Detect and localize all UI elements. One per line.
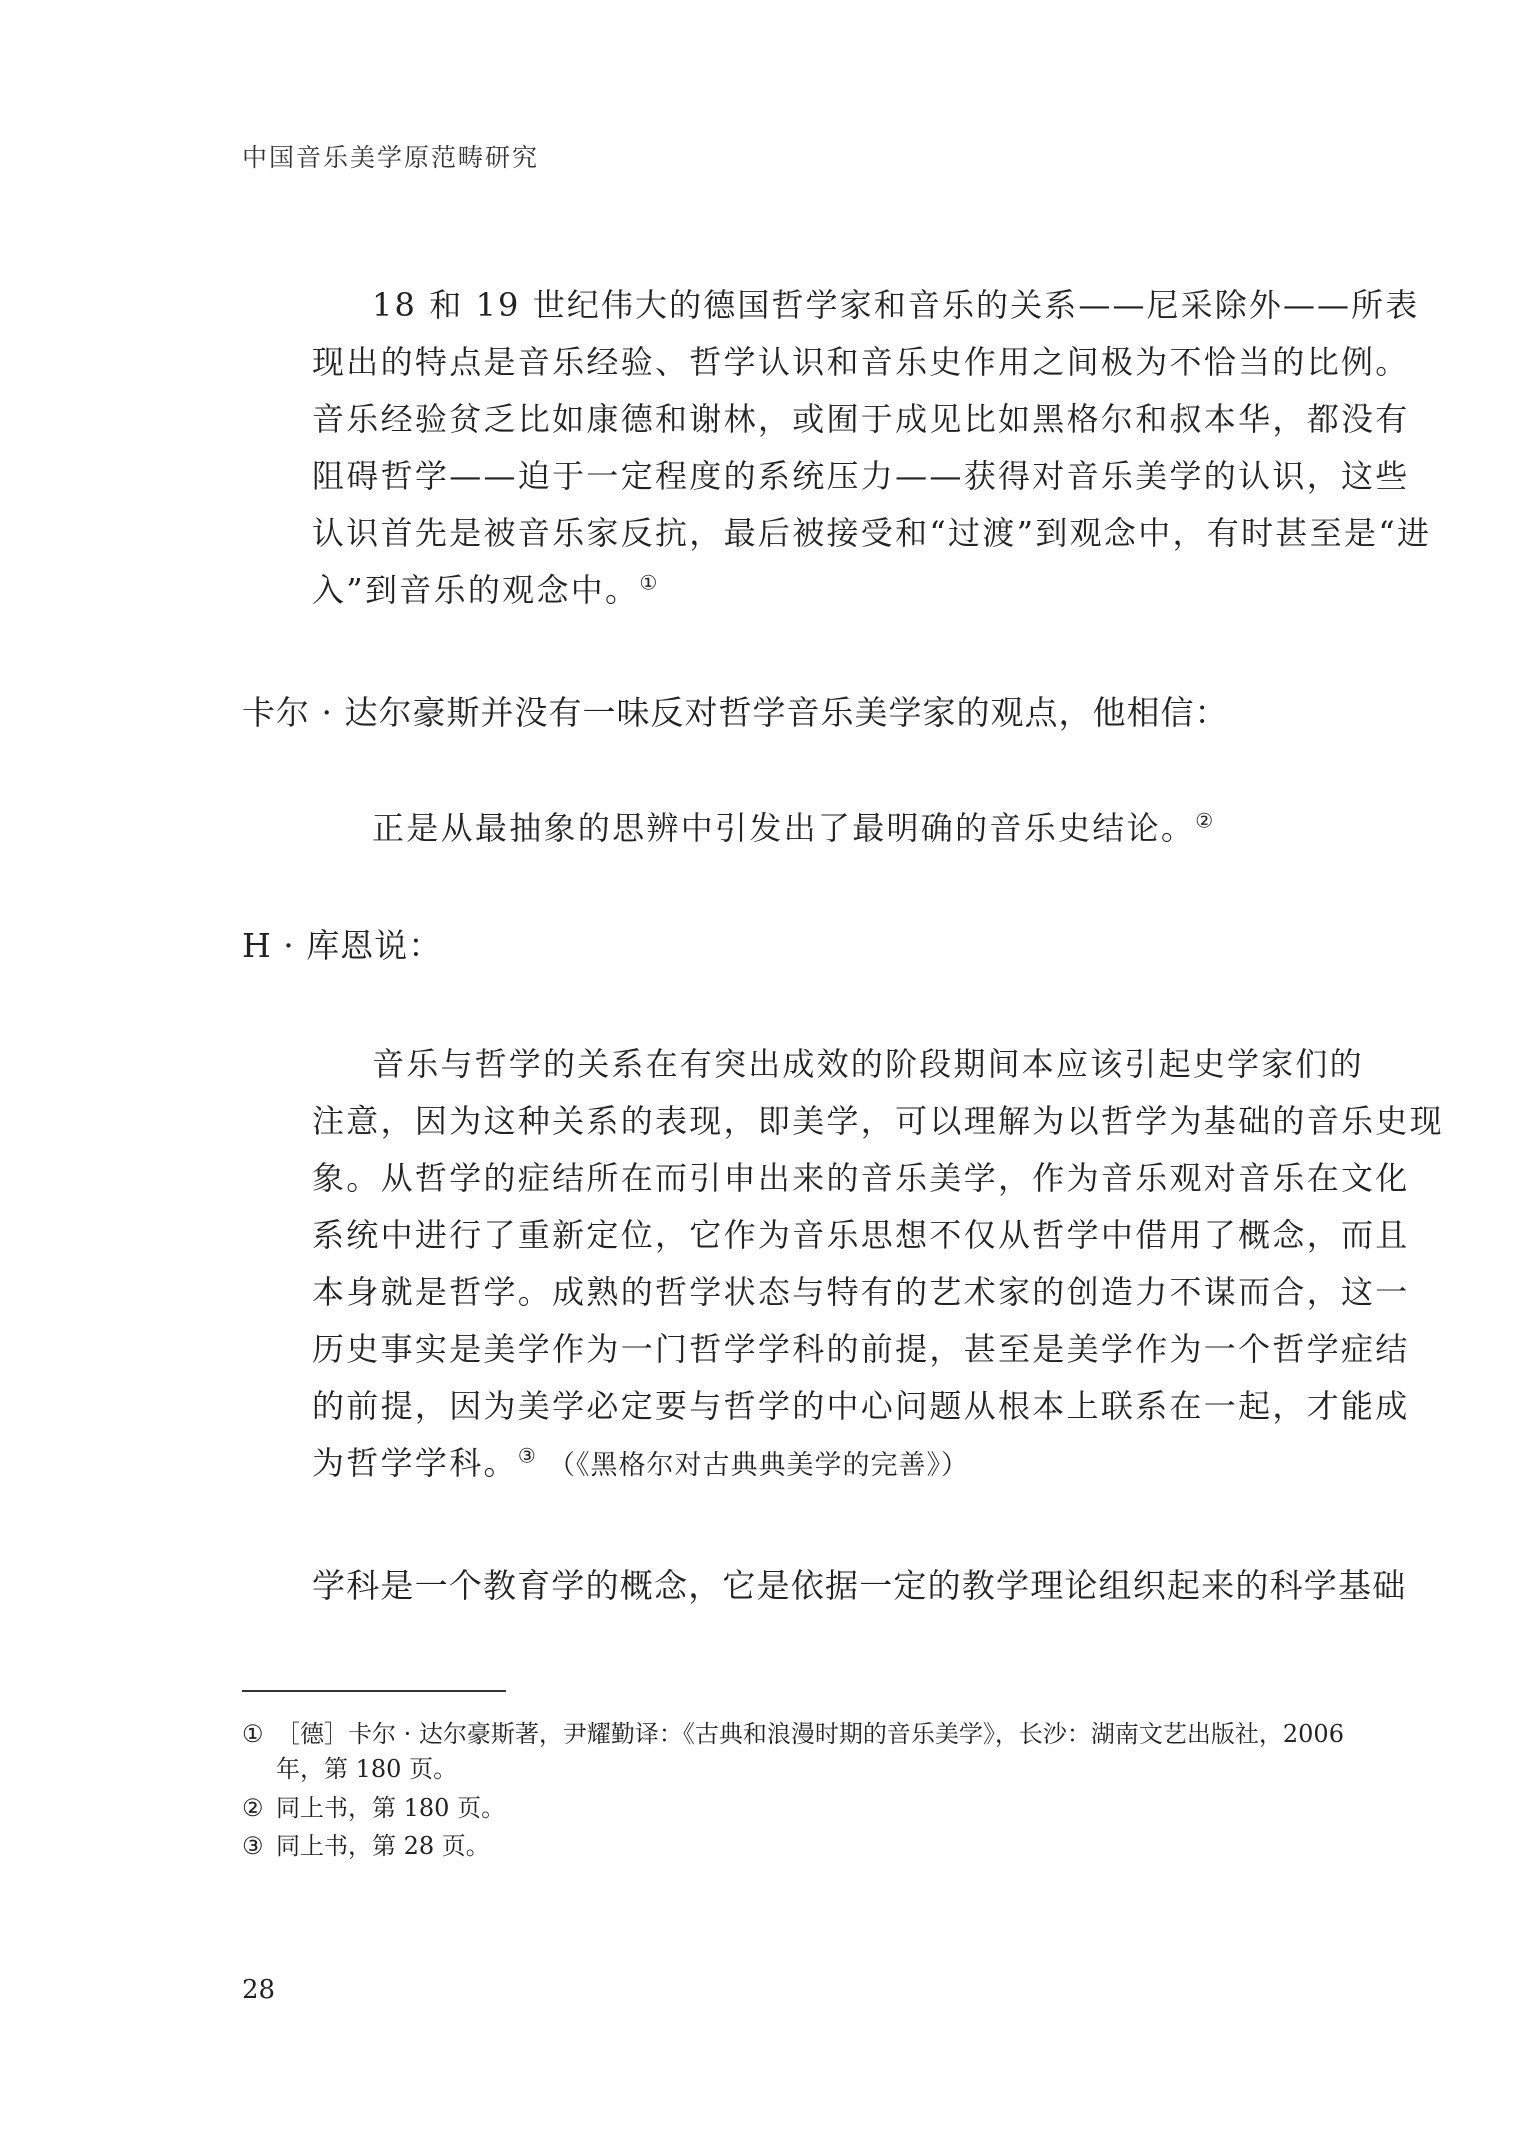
quote1-line-1: 18 和 19 世纪伟大的德国哲学家和音乐的关系——尼采除外——所表 [372,286,1420,324]
quote3-line-3: 象。从哲学的症结所在而引申出来的音乐美学，作为音乐观对音乐在文化 [312,1159,1410,1197]
quote1-line-6-text: 入”到音乐的观念中。 [312,571,640,609]
footnote-ref-1[interactable]: ① [639,570,660,595]
footnote-2-marker: ② [242,1794,264,1822]
quote1-line-4: 阻碍哲学——迫于一定程度的系统压力——获得对音乐美学的认识，这些 [312,457,1410,495]
quote3-line-8-text: 为哲学学科。 [312,1444,518,1482]
footnote-3-text: 同上书，第 28 页。 [276,1832,490,1860]
quote3-line-5: 本身就是哲学。成熟的哲学状态与特有的艺术家的创造力不谋而合，这一 [312,1273,1410,1311]
paragraph-2: H · 库恩说： [242,926,443,965]
footnote-1-text: ［德］卡尔 · 达尔豪斯著，尹耀勤译：《古典和浪漫时期的音乐美学》，长沙：湖南文艺出版社，2006 [276,1720,1344,1748]
quote1-line-3: 音乐经验贫乏比如康德和谢林，或囿于成见比如黑格尔和叔本华，都没有 [312,400,1410,438]
footnote-3 [242,1830,490,1862]
quote3-source-note: （《黑格尔对古典典美学的完善》） [548,1450,970,1481]
quote3-line-6: 历史事实是美学作为一门哲学学科的前提，甚至是美学作为一个哲学症结 [312,1330,1410,1368]
footnote-1 [242,1718,1344,1750]
footnote-2-text: 同上书，第 180 页。 [276,1794,506,1822]
quote3-line-2: 注意，因为这种关系的表现，即美学，可以理解为以哲学为基础的音乐史现 [312,1102,1444,1140]
paragraph-3: 学科是一个教育学的概念，它是依据一定的教学理论组织起来的科学基础 [312,1566,1407,1605]
footnote-ref-2[interactable]: ② [1195,808,1216,833]
quote3-line-7: 的前提，因为美学必定要与哲学的中心问题从根本上联系在一起，才能成 [312,1387,1410,1425]
paragraph-1: 卡尔 · 达尔豪斯并没有一味反对哲学音乐美学家的观点，他相信： [242,693,1229,732]
quote3-line-4: 系统中进行了重新定位，它作为音乐思想不仅从哲学中借用了概念，而且 [312,1216,1410,1254]
footnote-1-marker: ① [242,1720,264,1748]
running-header: 中国音乐美学原范畴研究 [242,143,540,172]
footnote-2 [242,1792,505,1824]
quote1-line-5: 认识首先是被音乐家反抗，最后被接受和“过渡”到观念中，有时甚至是“进 [312,514,1432,552]
footnote-3-marker: ③ [242,1832,264,1860]
quote2-text: 正是从最抽象的思辨中引发出了最明确的音乐史结论。 [372,809,1196,847]
footnote-separator [242,1690,506,1692]
quote3-line-8 [312,1443,969,1486]
quote3-line-1: 音乐与哲学的关系在有突出成效的阶段期间本应该引起史学家们的 [372,1045,1364,1083]
quote1-line-6 [312,570,660,610]
quote1-line-2: 现出的特点是音乐经验、哲学认识和音乐史作用之间极为不恰当的比例。 [312,343,1410,381]
page-number: 28 [242,1975,276,2005]
footnote-ref-3[interactable]: ③ [517,1443,539,1468]
block-quote-2 [372,808,1215,848]
footnote-1-continuation: 年，第 180 页。 [276,1755,458,1783]
